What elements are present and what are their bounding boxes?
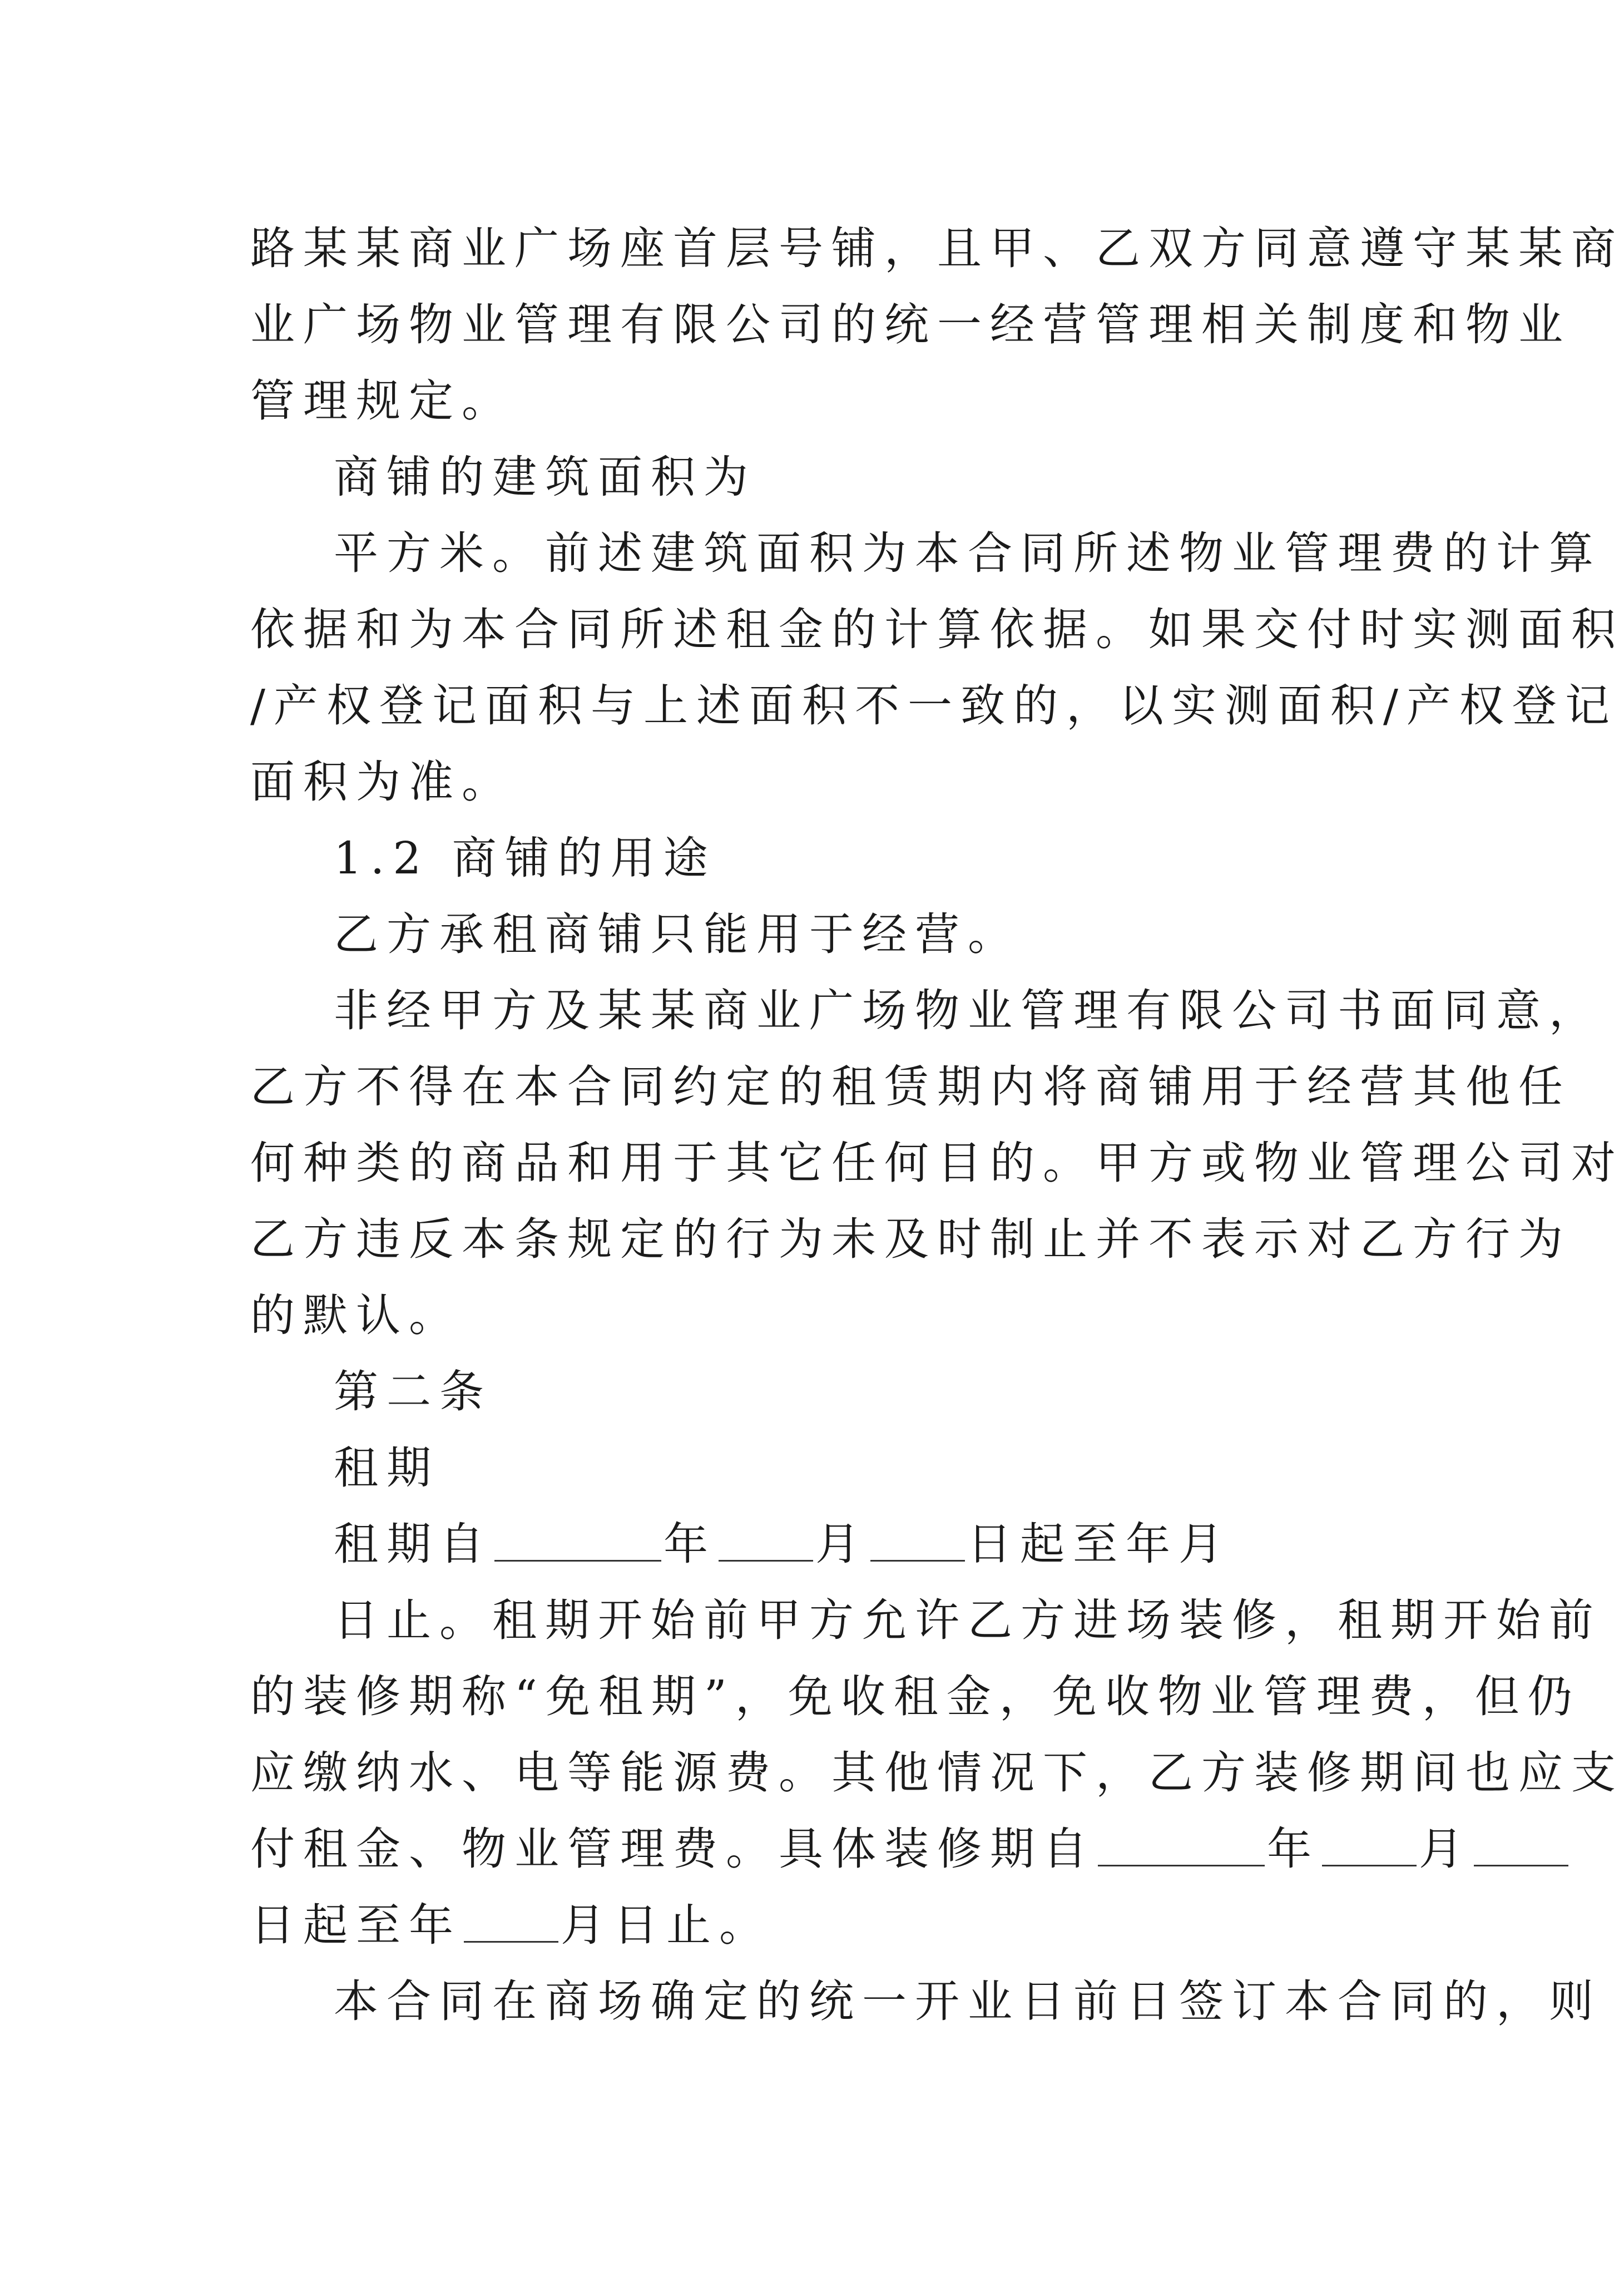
contract-text [250,210,1624,2039]
decoration-line [250,1811,1472,1887]
text-line: 业广场物业管理有限公司的统一经营管理相关制度和物业 [250,299,1571,350]
year-label: 年 [664,1518,716,1570]
decoration-end-prefix: 日起至年 [250,1899,462,1951]
decoration-end-line [250,1887,1377,1963]
text-line: 非经甲方及某某商业广场物业管理有限公司书面同意， [334,985,1602,1036]
text-line: 乙方承租商铺只能用于经营。 [334,908,1021,960]
text-line: 依据和为本合同所述租金的计算依据。如果交付时实测面积 [250,604,1624,655]
article-heading: 第二条 [334,1366,492,1417]
text-line: 商铺的建筑面积为 [334,451,756,503]
text-line: 日止。租期开始前甲方允许乙方进场装修，租期开始前 [334,1594,1602,1646]
day-blank [1474,1822,1568,1866]
text-line: 本合同在商场确定的统一开业日前日签订本合同的，则 [334,1975,1602,2027]
text-line: 面积为准。 [250,756,514,808]
article-title: 租期 [334,1442,439,1494]
day-blank [870,1518,965,1562]
month-blank [1322,1822,1417,1866]
month-label: 月 [1419,1823,1472,1875]
text-line: 平方米。前述建筑面积为本合同所述物业管理费的计算 [334,527,1602,579]
text-line: 应缴纳水、电等能源费。其他情况下，乙方装修期间也应支 [250,1747,1624,1799]
text-line: 的默认。 [250,1290,462,1341]
section-heading: 1.2 商铺的用途 [334,832,716,884]
year-blank [1098,1822,1265,1866]
text-line: /产权登记面积与上述面积不一致的，以实测面积/产权登记 [250,680,1618,732]
month-blank [464,1899,558,1943]
text-line: 乙方不得在本合同约定的租赁期内将商铺用于经营其他任 [250,1061,1571,1113]
text-line: 路某某商业广场座首层号铺，且甲、乙双方同意遵守某某商 [250,223,1624,274]
text-line: 何种类的商品和用于其它任何目的。甲方或物业管理公司对 [250,1137,1624,1189]
term-line [250,1506,1377,1582]
month-label: 月 [815,1518,868,1570]
month-blank [719,1518,813,1562]
year-label: 年 [1267,1823,1320,1875]
text-line: 管理规定。 [250,375,514,427]
text-line: 乙方违反本条规定的行为未及时制止并不表示对乙方行为 [250,1213,1571,1265]
year-blank [494,1518,661,1562]
text-line: 的装修期称“免租期”，免收租金，免收物业管理费，但仍 [250,1671,1581,1722]
term-suffix: 日起至年月 [967,1518,1231,1570]
decoration-prefix: 付租金、物业管理费。具体装修期自 [250,1823,1096,1875]
decoration-end-suffix: 月日止。 [561,1899,772,1951]
term-prefix: 租期自 [334,1518,492,1570]
